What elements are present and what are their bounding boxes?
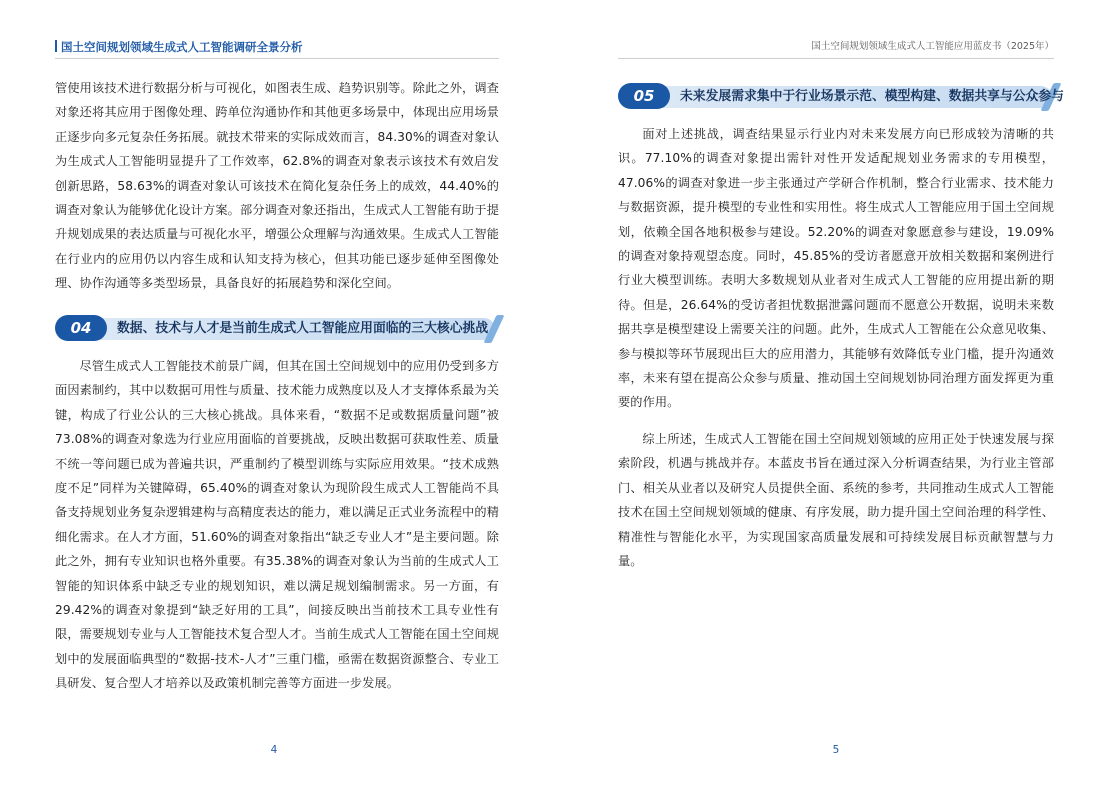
section-banner-04 [55,315,495,343]
left-body-top [55,76,499,296]
section-number: 05 [618,83,670,109]
right-body [618,122,1054,573]
left-header-title: 国土空间规划领域生成式人工智能调研全景分析 [61,40,303,54]
page-number-right: 5 [832,744,840,756]
paragraph-challenges: 尽管生成式人工智能技术前景广阔，但其在国土空间规划中的应用仍受到多方面因素制约，其中以数据可用性与质量、技术能力成熟度以及人才支撑体系最为关键，构成了行业公认的三大核心挑战。具体来看，“数据不足或数据质量问题”被73.08%的调查对象选为行业应用面临的首要挑战，反映出数据可获取性差、质量不统一等问题已成为普遍共识，严重制约了模型训练与实际应用效果。“技术成熟度不足”同样为关键障碍，65.40%的调查对象认为现阶段生成式人工智能尚不具备支持规划业务复杂逻辑建构与高精度表达的能力，难以满足正式业务流程中的精细化需求。在人才方面，51.60%的调查对象指出“缺乏专业人才”是主要问题。除此之外，拥有专业知识也格外重要。有35.38%的调查对象认为当前的生成式人工智能的知识体系中缺乏专业的规划知识，难以满足规划编制需求。另一方面，有29.42%的调查对象提到“缺乏好用的工具”，间接反映出当前技术工具专业性有限，需要规划专业与人工智能技术复合型人才。当前生成式人工智能在国土空间规划中的发展面临典型的“数据-技术-人才”三重门槛，亟需在数据资源整合、专业工具研发、复合型人才培养以及政策机制完善等方面进一步发展。 [55,359,499,691]
section-banner-05 [618,83,1064,111]
paragraph-future: 面对上述挑战，调查结果显示行业内对未来发展方向已形成较为清晰的共识。77.10%的调查对象提出需针对性开发适配规划业务需求的专用模型，47.06%的调查对象进一步主张通过产学研合作机制，整合行业需求、技术能力与数据资源，提升模型的专业性和实用性。将生成式人工智能应用于国土空间规划，依赖全国各地积极参与建设。52.20%的调查对象愿意参与建设，19.09%的调查对象持观望态度。同时，45.85%的受访者愿意开放相关数据和案例进行行业大模型训练。表明大多数规划从业者对生成式人工智能的应用提出新的期待。但是，26.64%的受访者担忧数据泄露问题而不愿意公开数据，说明未来数据共享是模型建设上需要关注的问题。此外，生成式人工智能在公众意见收集、参与模拟等环节展现出巨大的应用潜力，其能够有效降低专业门槛，提升沟通效率，未来有望在提高公众参与质量、推动国土空间规划协同治理方面发挥更为重要的作用。 [618,127,1054,410]
left-body-bottom [55,354,499,696]
paragraph-conclusion: 综上所述，生成式人工智能在国土空间规划领域的应用正处于快速发展与探索阶段，机遇与挑战并存。本蓝皮书旨在通过深入分析调查结果，为行业主管部门、相关从业者以及研究人员提供全面、系统的参考，共同推动生成式人工智能技术在国土空间规划领域的健康、有序发展，助力提升国土空间治理的科学性、精准性与智能化水平，为实现国家高质量发展和可持续发展目标贡献智慧与力量。 [618,431,1054,568]
section-number: 04 [55,315,107,341]
left-header-rule [55,58,499,59]
left-running-header [55,39,535,55]
header-accent-bar [55,40,57,52]
page-number-left: 4 [270,744,278,756]
section-title: 未来发展需求集中于行业场景示范、模型构建、数据共享与公众参与 [680,89,1064,104]
section-title: 数据、技术与人才是当前生成式人工智能应用面临的三大核心挑战 [117,321,489,336]
right-header-title: 国土空间规划领域生成式人工智能应用蓝皮书（2025年） [811,41,1054,52]
right-page [554,0,1109,788]
right-header-rule [618,58,1054,59]
left-page [0,0,554,788]
paragraph-continued: 管使用该技术进行数据分析与可视化，如图表生成、趋势识别等。除此之外，调查对象还将其应用于图像处理、跨单位沟通协作和其他更多场景中，体现出应用场景正逐步向多元复杂任务拓展。就技术带来的实际成效而言，84.30%的调查对象认为生成式人工智能明显提升了工作效率，62.8%的调查对象表示该技术有效启发创新思路，58.63%的调查对象认可该技术在简化复杂任务上的成效，44.40%的调查对象认为能够优化设计方案。部分调查对象还指出，生成式人工智能有助于提升规划成果的表达质量与可视化水平，增强公众理解与沟通效果。生成式人工智能在行业内的应用仍以内容生成和认知支持为核心，但其功能已逐步延伸至图像处理、协作沟通等多类型场景，具备良好的拓展趋势和深化空间。 [55,81,499,291]
